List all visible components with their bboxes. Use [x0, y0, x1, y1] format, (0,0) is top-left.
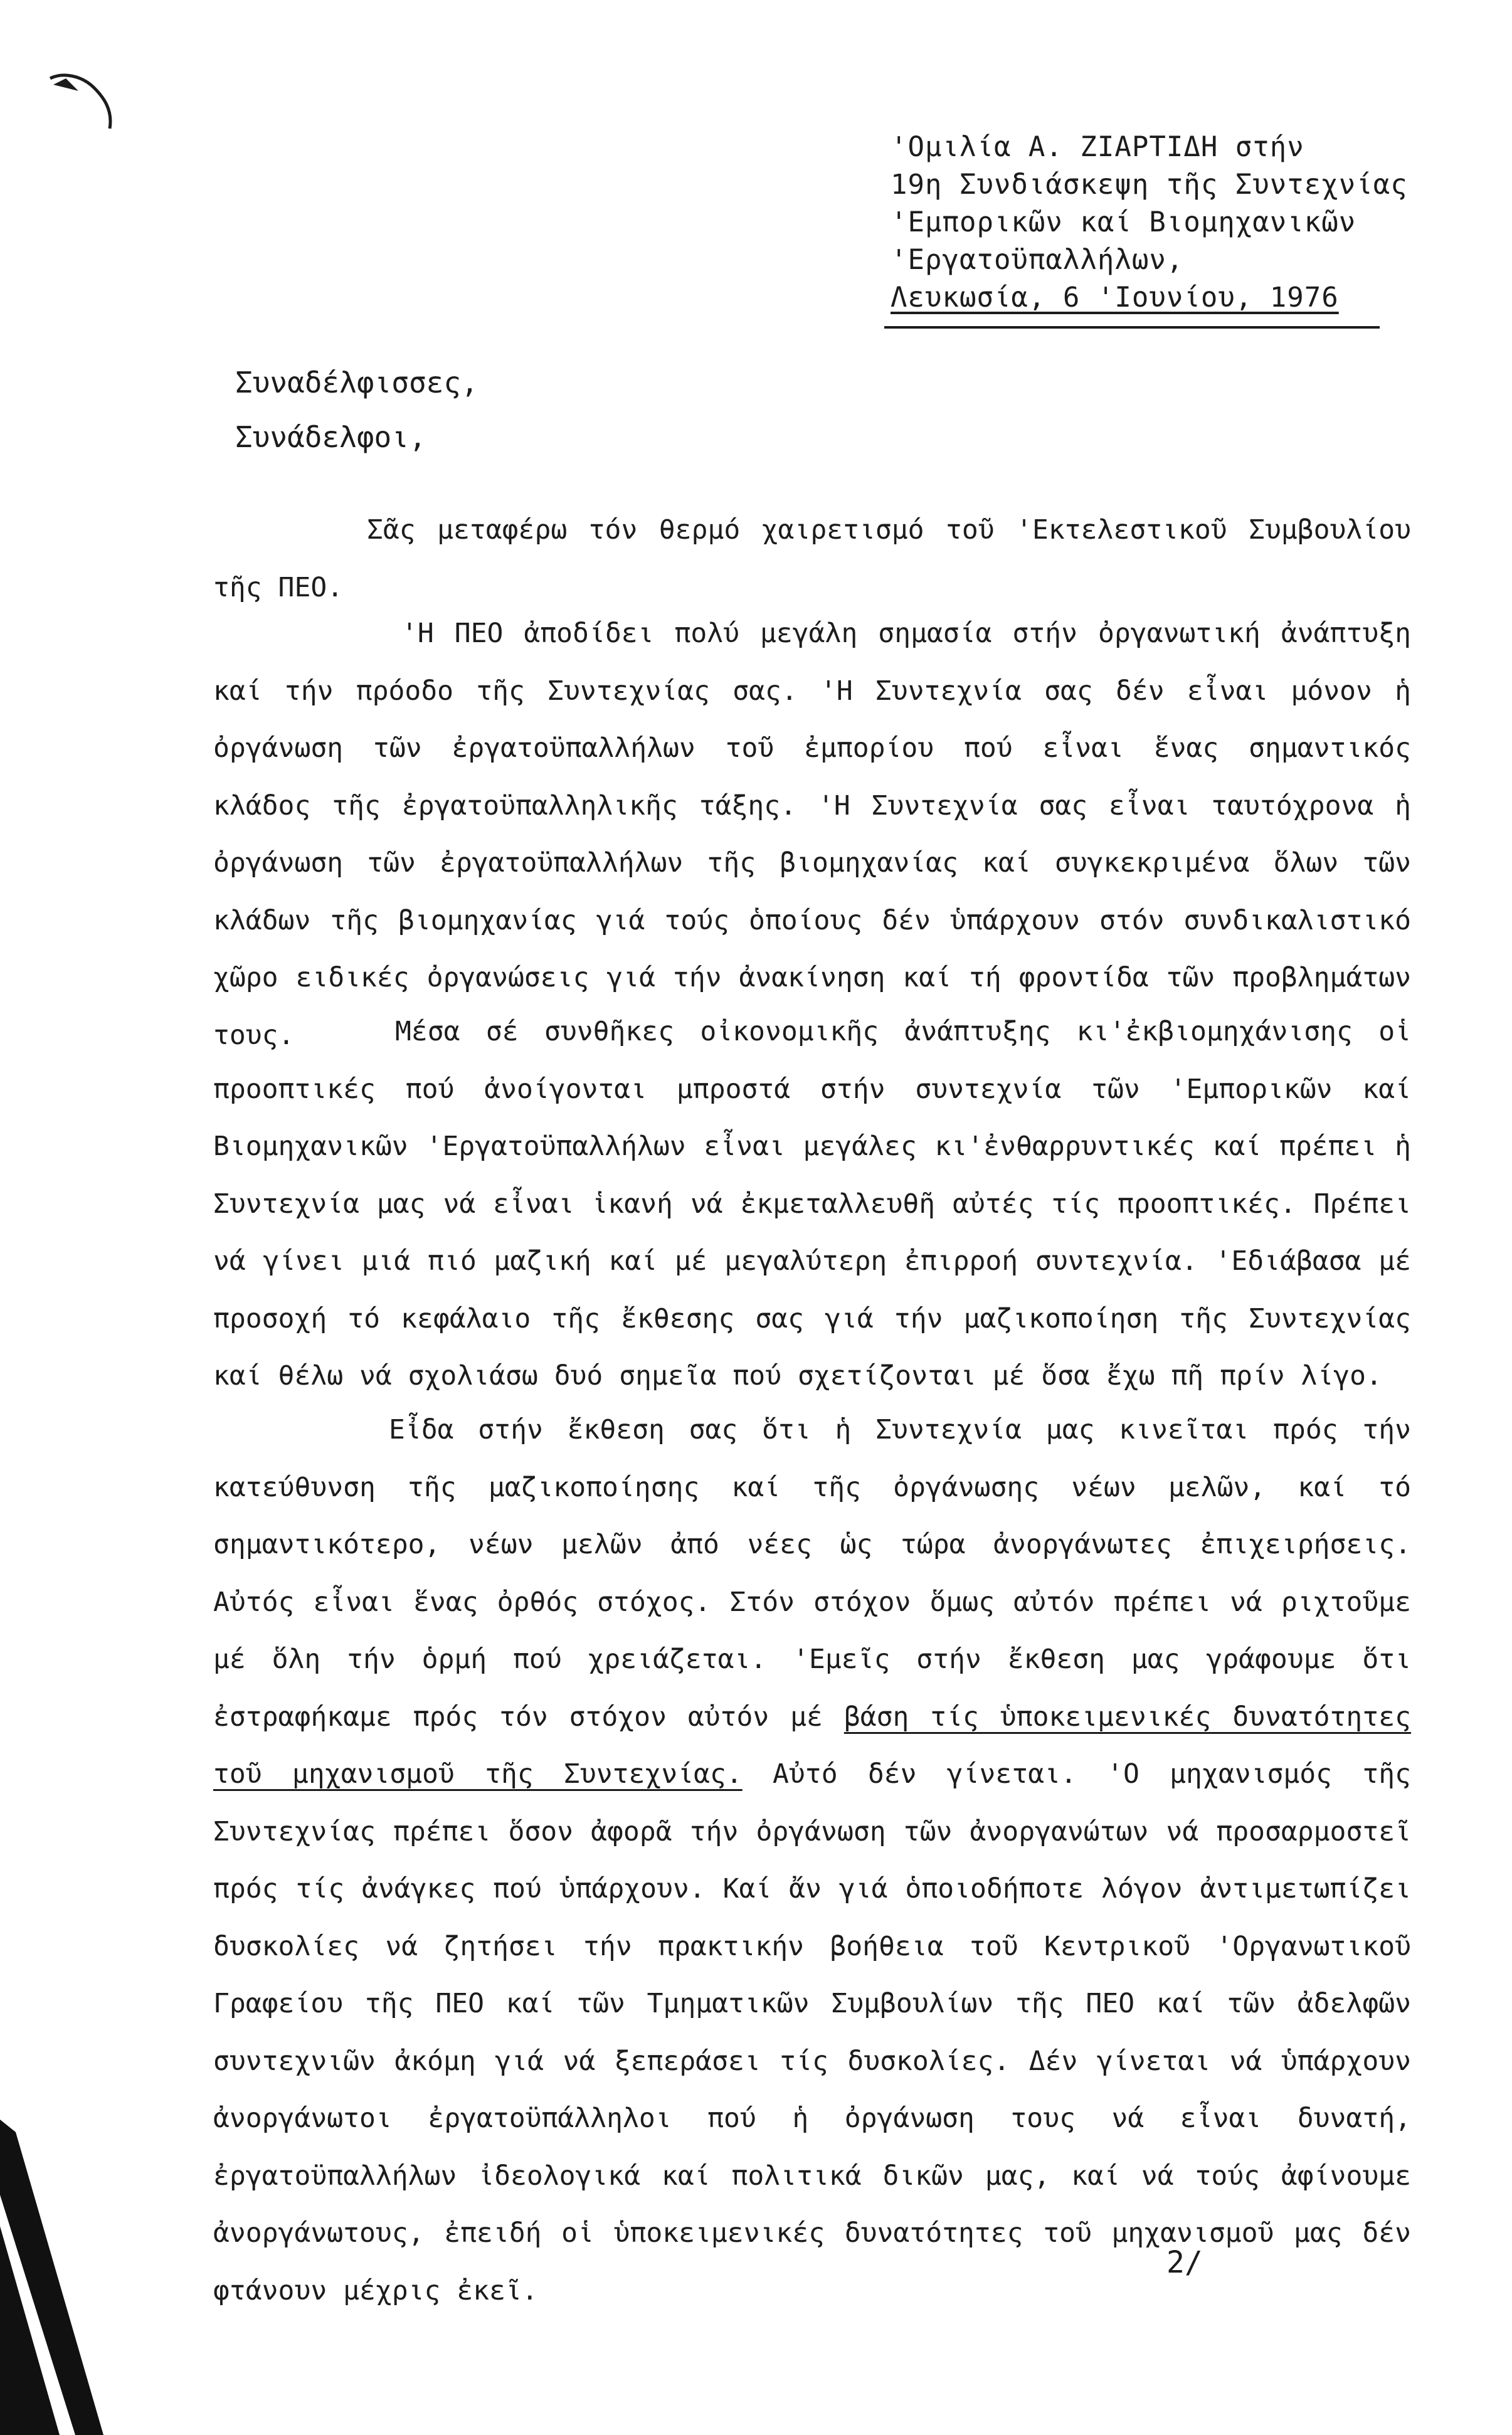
paragraph-4-part-a: Εἶδα στήν ἔκθεση σας ὅτι ἡ Συντεχνία μας κινεῖται πρός τήν κατεύθυνση τῆς μαζικοποίησης καί τῆς ὀργάνωσης νέων μελῶν, καί τό σημαντικότερο, νέων μελῶν ἀπό νέες ὡς τώρα ἀνοργάνωτες ἐπιχειρήσεις. Αὐτός εἶναι ἕνας ὀρθός στόχος. Στόν στόχον ὅμως αὐτόν πρέπει νά ριχτοῦμε μέ ὅλη τήν ὁρμή πού χρειάζεται. 'Εμεῖς στήν ἔκθεση μας γράφουμε ὅτι ἐστραφήκαμε πρός τόν στόχον αὐτόν μέ	[213, 1414, 1411, 1733]
paragraph-peo	[213, 605, 1411, 1064]
paragraph-1: Σᾶς μεταφέρω τόν θερμό χαιρετισμό τοῦ 'Εκτελεστικοῦ Συμβουλίου τῆς ΠΕΟ.	[213, 514, 1411, 603]
corner-scribble-mark	[44, 60, 132, 141]
heading-divider	[884, 326, 1380, 329]
heading-line-4: 'Εργατοϋπαλλήλων,	[891, 244, 1184, 276]
heading-line-3: 'Εμπορικῶν καί Βιομηχανικῶν	[891, 206, 1356, 238]
salutation-line-2: Συνάδελφοι,	[235, 420, 426, 454]
paragraph-greeting	[213, 502, 1411, 616]
heading-date: Λευκωσία, 6 'Ιουνίου, 1976	[891, 282, 1339, 314]
heading-line-2: 19η Συνδιάσκεψη τῆς Συντεχνίας	[891, 169, 1408, 201]
paragraph-4	[213, 1402, 1411, 2320]
paragraph-2: 'Η ΠΕΟ ἀποδίδει πολύ μεγάλη σημασία στήν ὀργανωτική ἀνάπτυξη καί τήν πρόοδο τῆς Συντεχνίας σας. 'Η Συντεχνία σας δέν εἶναι μόνον ἡ ὀργάνωση τῶν ἐργατοϋπαλλήλων τοῦ ἐμπορίου πού εἶναι ἕνας σημαντικός κλάδος τῆς ἐργατοϋπαλληλικῆς τάξης. 'Η Συντεχνία σας εἶναι ταυτόχρονα ἡ ὀργάνωση τῶν ἐργατοϋπαλλήλων τῆς βιομηχανίας καί συγκεκριμένα ὅλων τῶν κλάδων τῆς βιομηχανίας γιά τούς ὁποίους δέν ὑπάρχουν στόν συνδικαλιστικό χῶρο ειδικές ὀργανώσεις γιά τήν ἀνακίνηση καί τή φροντίδα τῶν προβλημάτων τους.	[213, 618, 1411, 1051]
underlined-phrase: βάση τίς ὑποκειμενικές δυνατότητες τοῦ μηχανισμοῦ τῆς Συντεχνίας.	[213, 1701, 1411, 1790]
speech-heading	[891, 129, 1408, 317]
salutation-line-1: Συναδέλφισσες,	[235, 366, 478, 399]
paragraph-3: Μέσα σέ συνθῆκες οἰκονομικῆς ἀνάπτυξης κι'ἐκβιομηχάνισης οἱ προοπτικές πού ἀνοίγονται μπροστά στήν συντεχνία τῶν 'Εμπορικῶν καί Βιομηχανικῶν 'Εργατοϋπαλλήλων εἶναι μεγάλες κι'ἐνθαρρυντικές καί πρέπει ἡ Συντεχνία μας νά εἶναι ἱκανή νά ἐκμεταλλευθῆ αὐτές τίς προοπτικές. Πρέπει νά γίνει μιά πιό μαζική καί μέ μεγαλύτερη ἐπιρροή συντεχνία. 'Εδιάβασα μέ προσοχή τό κεφάλαιο τῆς ἔκθεσης σας γιά τήν μαζικοποίηση τῆς Συντεχνίας καί θέλω νά σχολιάσω δυό σημεῖα πού σχετίζονται μέ ὅσα ἔχω πῆ πρίν λίγο.	[213, 1016, 1411, 1392]
page-number: 2/	[1166, 2245, 1203, 2280]
left-edge-shadow-mark	[0, 2120, 107, 2435]
paragraph-report	[213, 1402, 1411, 2320]
heading-line-1: 'Ομιλία Α. ΖΙΑΡΤΙΔΗ στήν	[891, 131, 1304, 163]
paragraph-prospects	[213, 1003, 1411, 1405]
paragraph-4-part-b: Αὐτό δέν γίνεται. 'Ο μηχανισμός τῆς Συντεχνίας πρέπει ὅσον ἀφορᾶ τήν ὀργάνωση τῶν ἀνοργανώτων νά προσαρμοστεῖ πρός τίς ἀνάγκες πού ὑπάρχουν. Καί ἄν γιά ὁποιοδήποτε λόγον ἀντιμετωπίζει δυσκολίες νά ζητήσει τήν πρακτικήν βοήθεια τοῦ Κεντρικοῦ 'Οργανωτικοῦ Γραφείου τῆς ΠΕΟ καί τῶν Τμηματικῶν Συμβουλίων τῆς ΠΕΟ καί τῶν ἀδελφῶν συντεχνιῶν ἀκόμη γιά νά ξεπεράσει τίς δυσκολίες. Δέν γίνεται νά ὑπάρχουν ἀνοργάνωτοι ἐργατοϋπάλληλοι πού ἡ ὀργάνωση τους νά εἶναι δυνατή, ἐργατοϋπαλλήλων ἰδεολογικά καί πολιτικά δικῶν μας, καί νά τούς ἀφίνουμε ἀνοργάνωτους, ἐπειδή οἱ ὑποκειμενικές δυνατότητες τοῦ μηχανισμοῦ μας δέν φτάνουν μέχρις ἐκεῖ.	[213, 1758, 1411, 2306]
